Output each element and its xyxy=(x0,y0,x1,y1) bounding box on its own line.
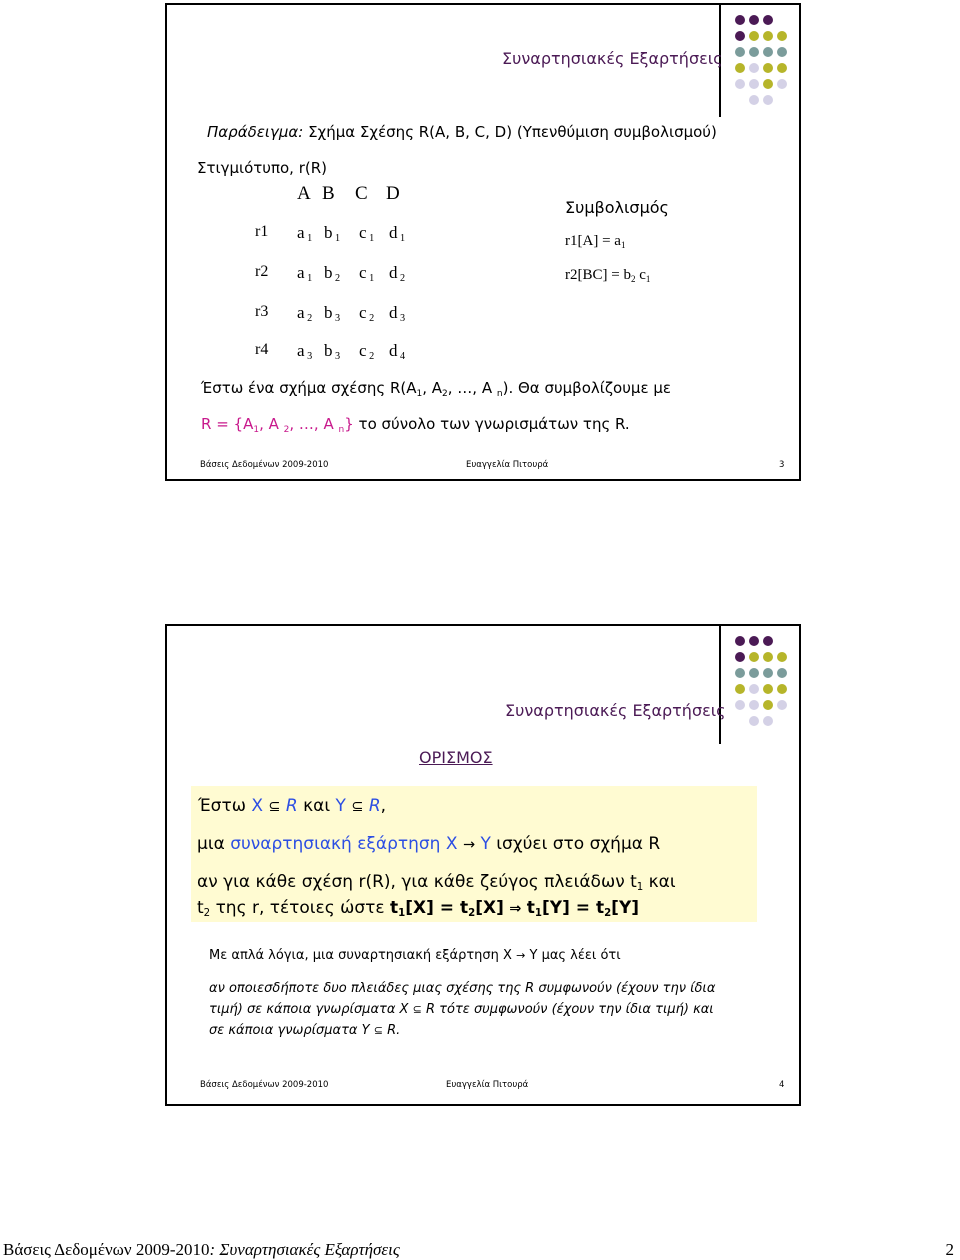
definition-line-4: $t_2$ της r, τέτοιες ώστε $t_1[X] = t_2[X]$ ⇒ $t_1[Y] = t_2[Y]$ xyxy=(197,898,640,919)
table-cell: b $_3$ xyxy=(324,341,341,362)
schema-line: Έστω ένα σχήμα σχέσης $R(A_1$, $A_2$, …, A $_n$). Θα συμβολίζουμε με xyxy=(201,379,671,399)
slide-title: Συναρτησιακές Εξαρτήσεις xyxy=(502,49,723,68)
table-cell: d $_3$ xyxy=(389,303,406,324)
page-footer-title: Βάσεις Δεδομένων 2009-2010: Συναρτησιακές Εξαρτήσεις xyxy=(3,1240,400,1259)
table-cell: a $_1$ xyxy=(297,223,313,244)
table-cell: b $_1$ xyxy=(324,223,341,244)
table-cell: b $_3$ xyxy=(324,303,341,324)
instance-label: Στιγμιότυπο, r(R) xyxy=(197,159,328,177)
slide-title: Συναρτησιακές Εξαρτήσεις xyxy=(505,701,726,720)
example-line xyxy=(207,123,717,141)
page-number: 2 xyxy=(945,1240,954,1259)
example-text: Σχήμα Σχέσης R(A, B, C, D) (Υπενθύμιση συμβολισμού) xyxy=(303,123,717,141)
table-cell: d $_4$ xyxy=(389,341,406,362)
header-d: D xyxy=(386,183,400,204)
row-label: r2 xyxy=(255,263,269,280)
definition-line-1: Έστω X ⊆ R και Y ⊆ R, xyxy=(198,796,387,816)
plain-words-italic: αν οποιεσδήποτε δυο πλειάδες μιας σχέσης της R συμφωνούν (έχουν την ίδια τιμή) σε κάποια γνωρίσματα X ⊆ R τότε συμφωνούν (έχουν την ίδια τιμή) και σε κάποια γνωρίσματα Y ⊆ R. xyxy=(209,981,716,1038)
header-a: A xyxy=(297,183,311,204)
table-cell: c $_1$ xyxy=(359,223,375,244)
table-cell: a $_3$ xyxy=(297,341,313,362)
notation-line-2: $r2[BC] = b_2$ $c_1$ xyxy=(565,267,651,284)
footer-page-number: 3 xyxy=(779,460,785,470)
slide-3 xyxy=(165,3,801,481)
definition-line-3: αν για κάθε σχέση r(R), για κάθε ζεύγος πλειάδων $t_1$ και xyxy=(197,872,676,893)
notation-line-1: $r1[A] = a_1$ xyxy=(565,233,626,250)
decorative-dots xyxy=(735,636,815,736)
table-cell: c $_1$ xyxy=(359,263,375,284)
definition-heading: ΟΡΙΣΜΟΣ xyxy=(419,748,493,767)
footer-author: Ευαγγελία Πιτουρά xyxy=(446,1080,529,1090)
header-c: C xyxy=(355,183,368,204)
table-cell: c $_2$ xyxy=(359,303,375,324)
relation-header xyxy=(297,183,400,205)
footer-course: Βάσεις Δεδομένων 2009-2010 xyxy=(200,460,329,470)
row-label: r3 xyxy=(255,303,269,320)
table-cell: d $_1$ xyxy=(389,223,406,244)
footer-page-number: 4 xyxy=(779,1080,785,1090)
example-prefix: Παράδειγμα: xyxy=(207,123,304,141)
decorative-dots xyxy=(735,15,815,115)
table-cell: b $_2$ xyxy=(324,263,341,284)
title-divider xyxy=(719,626,721,744)
table-cell: a $_2$ xyxy=(297,303,313,324)
table-cell: d $_2$ xyxy=(389,263,406,284)
row-label: r4 xyxy=(255,341,269,358)
attribute-set-line: $R = \{A_1$, A $_2$, …, A $_n$} το σύνολο των γνωρισμάτων της R. xyxy=(201,415,630,435)
slide-4 xyxy=(165,624,801,1106)
footer-author: Ευαγγελία Πιτουρά xyxy=(466,460,549,470)
row-label: r1 xyxy=(255,223,269,240)
table-cell: a $_1$ xyxy=(297,263,313,284)
footer-course: Βάσεις Δεδομένων 2009-2010 xyxy=(200,1080,329,1090)
notation-title: Συμβολισμός xyxy=(565,198,669,217)
definition-line-2: μια συναρτησιακή εξάρτηση X → Y ισχύει στο σχήμα R xyxy=(197,834,661,854)
plain-words-line: Με απλά λόγια, μια συναρτησιακή εξάρτηση X → Y μας λέει ότι xyxy=(209,948,621,963)
table-cell: c $_2$ xyxy=(359,341,375,362)
header-b: B xyxy=(322,183,335,204)
